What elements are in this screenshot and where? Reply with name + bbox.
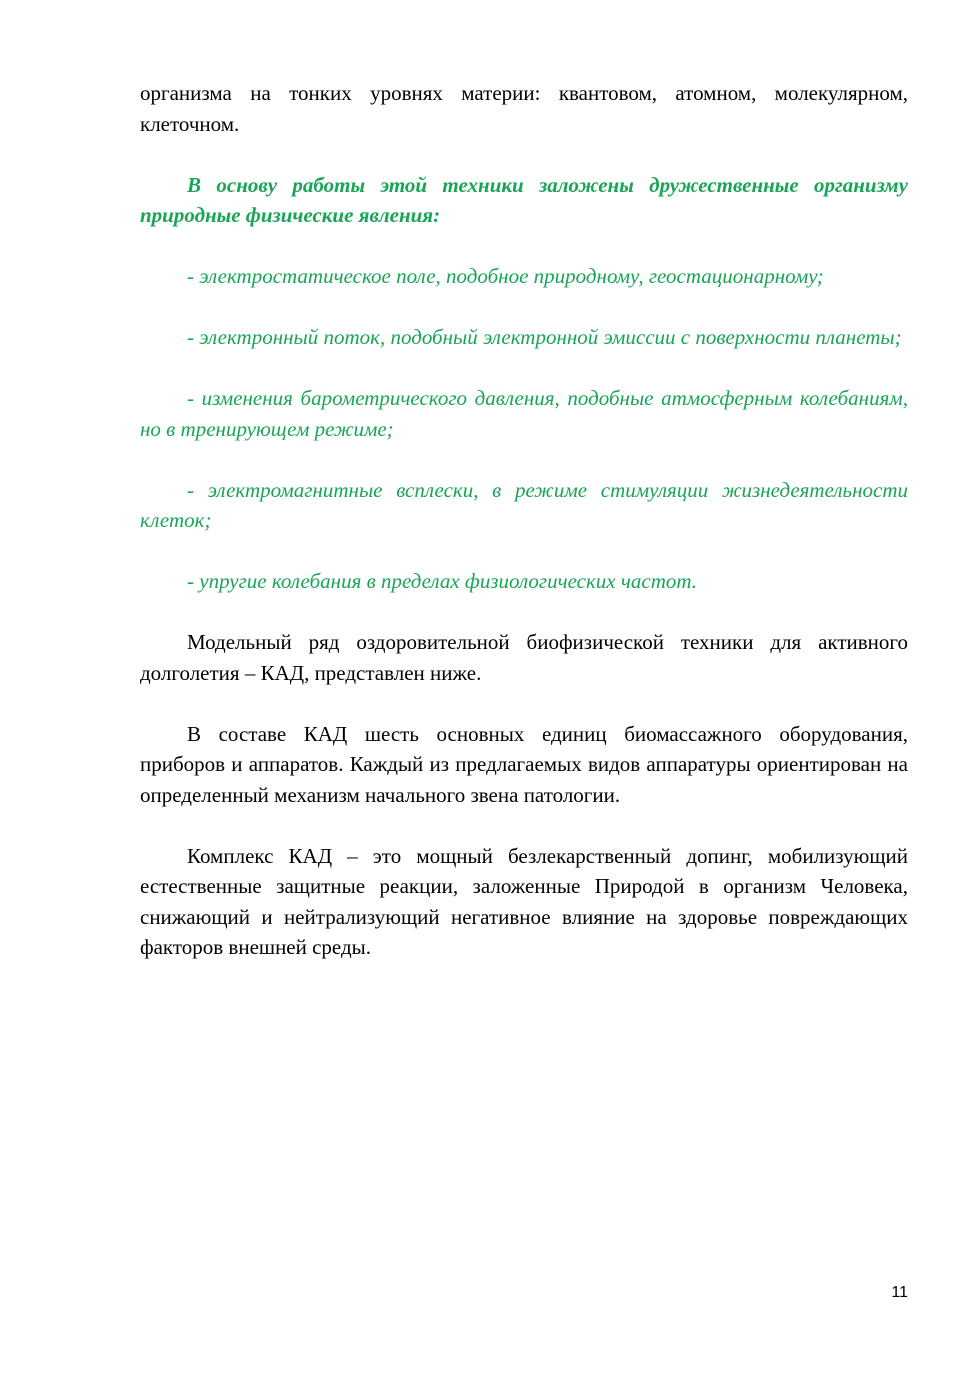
phenomenon-item-1: - электростатическое поле, подобное природному, геостационарному; bbox=[187, 264, 824, 288]
composition-paragraph: В составе КАД шесть основных единиц биомассажного оборудования, приборов и аппаратов. Каждый из предлагаемых видов аппаратуры ориентирован на определенный механизм начального звена патологии. bbox=[140, 721, 908, 807]
phenomenon-item-2: - электронный поток, подобный электронной эмиссии с поверхности планеты; bbox=[187, 325, 902, 349]
phenomenon-item-3: - изменения барометрического давления, подобные атмосферным колебаниям, но в тренирующем режиме; bbox=[140, 386, 908, 441]
document-page bbox=[140, 78, 908, 963]
page-number: 11 bbox=[891, 1284, 908, 1301]
model-range-paragraph: Модельный ряд оздоровительной биофизической техники для активного долголетия – КАД, представлен ниже. bbox=[140, 630, 908, 685]
phenomenon-item-5: - упругие колебания в пределах физиологических частот. bbox=[187, 569, 698, 593]
phenomenon-item-4: - электромагнитные всплески, в режиме стимуляции жизнедеятельности клеток; bbox=[140, 477, 908, 532]
intro-continuation-paragraph: организма на тонких уровнях материи: квантовом, атомном, молекулярном, клеточном. bbox=[140, 81, 908, 136]
complex-paragraph: Комплекс КАД – это мощный безлекарственный допинг, мобилизующий естественные защитные реакции, заложенные Природой в организм Человека, снижающий и нейтрализующий негативное влияние на здоровье повреждающих факторов внешней среды. bbox=[140, 843, 908, 959]
basis-heading: В основу работы этой техники заложены дружественные организму природные физические явления: bbox=[140, 172, 908, 227]
